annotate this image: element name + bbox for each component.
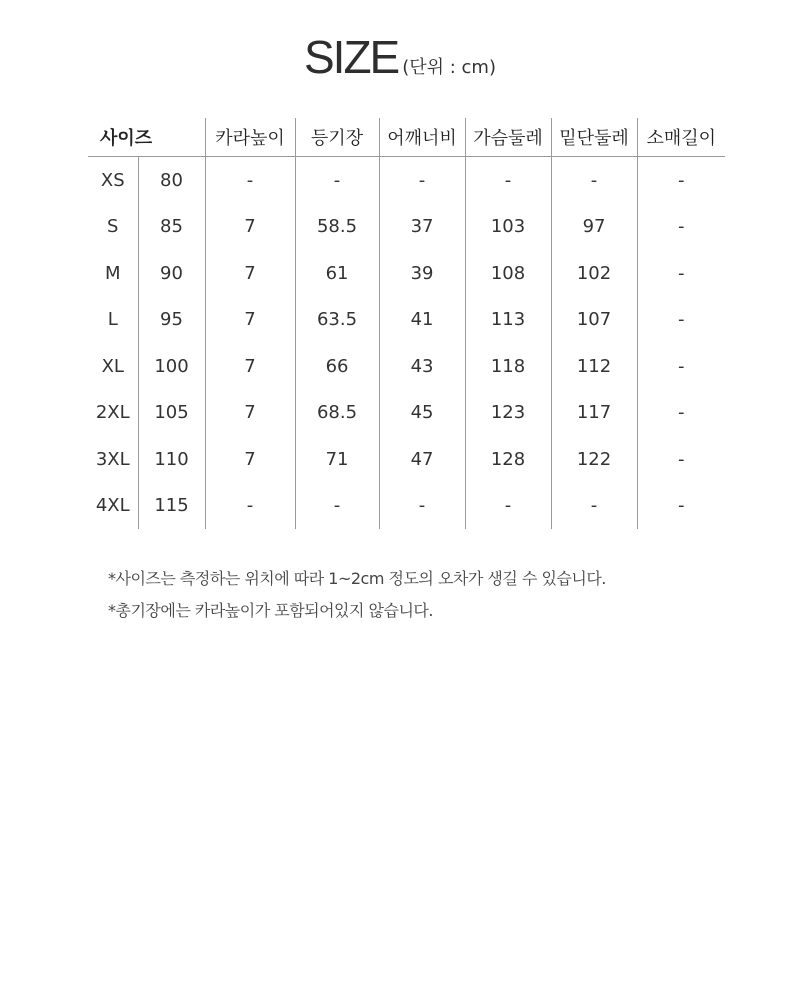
- measurement-cell: 7: [205, 390, 295, 437]
- measurement-cell: 45: [379, 390, 465, 437]
- measurement-cell: 63.5: [295, 297, 379, 344]
- size-chart-table: [88, 118, 725, 529]
- measurement-cell: 41: [379, 297, 465, 344]
- size-label-cell: XS: [100, 169, 125, 191]
- size-number-cell: 80: [138, 157, 205, 204]
- measurement-cell: 39: [379, 250, 465, 297]
- size-title: [0, 30, 800, 84]
- measurement-cell: 112: [551, 343, 637, 390]
- header-shoulder-width: 어깨너비: [379, 118, 465, 157]
- size-label-cell: M: [104, 262, 121, 284]
- measurement-cell: -: [637, 297, 725, 344]
- measurement-cell: -: [637, 250, 725, 297]
- measurement-cell: 61: [295, 250, 379, 297]
- size-number-cell: 100: [138, 343, 205, 390]
- size-label-cell: 2XL: [95, 402, 130, 424]
- measurement-cell: -: [637, 436, 725, 483]
- table-row: [88, 157, 725, 204]
- measurement-cell: 107: [551, 297, 637, 344]
- title-unit: (단위 : cm): [402, 57, 496, 78]
- table-row: [88, 436, 725, 483]
- measurement-cell: -: [637, 390, 725, 437]
- table-row: [88, 390, 725, 437]
- header-collar-height: 카라높이: [205, 118, 295, 157]
- measurement-cell: 122: [551, 436, 637, 483]
- measurement-cell: 7: [205, 343, 295, 390]
- measurement-cell: -: [637, 157, 725, 204]
- header-chest: 가슴둘레: [465, 118, 551, 157]
- measurement-cell: -: [379, 483, 465, 530]
- measurement-cell: 66: [295, 343, 379, 390]
- measurement-cell: 102: [551, 250, 637, 297]
- table-row: [88, 297, 725, 344]
- size-notes: [108, 566, 606, 630]
- size-label-cell: XL: [101, 355, 124, 377]
- note-measurement-error: *사이즈는 측정하는 위치에 따라 1~2cm 정도의 오차가 생길 수 있습니다.: [108, 569, 606, 588]
- measurement-cell: -: [465, 157, 551, 204]
- header-size: 사이즈: [88, 118, 205, 157]
- measurement-cell: -: [637, 343, 725, 390]
- header-sleeve-length: 소매길이: [637, 118, 725, 157]
- size-label-cell: 3XL: [95, 448, 130, 470]
- size-number-cell: 90: [138, 250, 205, 297]
- measurement-cell: 97: [551, 204, 637, 251]
- size-number-cell: 105: [138, 390, 205, 437]
- measurement-cell: 7: [205, 297, 295, 344]
- size-label-cell: 4XL: [95, 495, 130, 517]
- measurement-cell: 71: [295, 436, 379, 483]
- measurement-cell: 117: [551, 390, 637, 437]
- measurement-cell: 103: [465, 204, 551, 251]
- header-row: [88, 118, 725, 157]
- measurement-cell: 108: [465, 250, 551, 297]
- header-hem: 밑단둘레: [551, 118, 637, 157]
- measurement-cell: 7: [205, 436, 295, 483]
- header-back-length: 등기장: [295, 118, 379, 157]
- size-number-cell: 85: [138, 204, 205, 251]
- measurement-cell: -: [205, 157, 295, 204]
- measurement-cell: -: [637, 204, 725, 251]
- measurement-cell: 113: [465, 297, 551, 344]
- size-number-cell: 95: [138, 297, 205, 344]
- measurement-cell: -: [637, 483, 725, 530]
- measurement-cell: 118: [465, 343, 551, 390]
- table-row: [88, 204, 725, 251]
- note-collar-excluded: *총기장에는 카라높이가 포함되어있지 않습니다.: [108, 601, 433, 620]
- measurement-cell: -: [465, 483, 551, 530]
- size-label-cell: L: [107, 309, 118, 331]
- measurement-cell: -: [295, 483, 379, 530]
- table-row: [88, 343, 725, 390]
- measurement-cell: -: [551, 157, 637, 204]
- measurement-cell: -: [295, 157, 379, 204]
- size-number-cell: 110: [138, 436, 205, 483]
- size-number-cell: 115: [138, 483, 205, 530]
- measurement-cell: 43: [379, 343, 465, 390]
- size-label-cell: S: [107, 216, 119, 238]
- measurement-cell: 47: [379, 436, 465, 483]
- measurement-cell: 128: [465, 436, 551, 483]
- measurement-cell: 7: [205, 204, 295, 251]
- measurement-cell: -: [551, 483, 637, 530]
- measurement-cell: 123: [465, 390, 551, 437]
- measurement-cell: 68.5: [295, 390, 379, 437]
- title-main: SIZE: [303, 31, 399, 83]
- measurement-cell: 37: [379, 204, 465, 251]
- measurement-cell: 58.5: [295, 204, 379, 251]
- measurement-cell: -: [379, 157, 465, 204]
- table-row: [88, 250, 725, 297]
- measurement-cell: 7: [205, 250, 295, 297]
- measurement-cell: -: [205, 483, 295, 530]
- table-row: [88, 483, 725, 530]
